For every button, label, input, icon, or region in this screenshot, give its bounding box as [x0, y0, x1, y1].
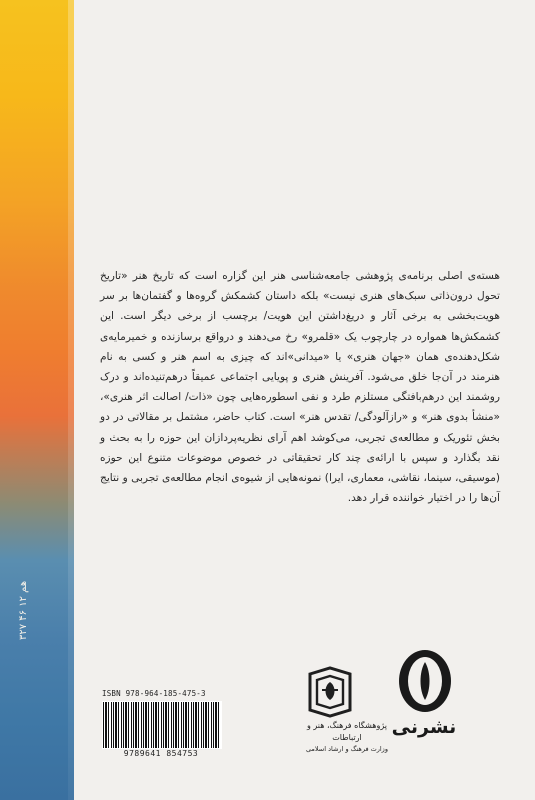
publisher-name: نشرنی: [391, 716, 457, 738]
publisher-logo-icon: [396, 648, 454, 714]
institute-logo-icon: [306, 666, 354, 718]
institute-name: پژوهشگاه فرهنگ، هنر و ارتباطات: [306, 721, 388, 742]
handwritten-note: هم ۱۲ ۴۶ ۳۲۷: [18, 580, 29, 640]
ministry-name: وزارت فرهنگ و ارشاد اسلامی: [306, 745, 388, 753]
isbn-barcode-block: [102, 689, 222, 759]
barcode-digits: 9789641 854753: [123, 749, 199, 758]
barcode-icon: [102, 701, 222, 749]
isbn-label: ISBN 978-964-185-475-3: [102, 689, 206, 698]
blurb-text: هسته‌ی اصلی برنامه‌ی پژوهشی جامعه‌شناسی هنر این گزاره است که تاریخ هنر «تاریخ تحول درون‌ذاتی سبک‌های هنری نیست» بلکه داستان کشمکش گروه‌ها و گفتمان‌ها بر سر هویت‌بخشی به برخی آثار و دریغ‌داشتن این هویت/ برچسب از برخی دیگر است. این کشمکش‌ها همواره در چارچوب یک «قلمرو» رخ می‌دهند و درواقع برسازنده و خمیرمایه‌ی شکل‌دهنده‌ی همان «جهان هنری» یا «میدانی»اند که چیزی به اسم هنر و کسی به نام هنرمند در آن‌جا خلق می‌شود. آفرینش هنری و پویایی اجتماعی عمیقاً درهم‌تنیده‌اند و درک روشمند این درهم‌بافتگی مستلزم طرد و نفی اسطوره‌هایی چون «ذات/ اصالت اثر هنری»، «منشأ بدوی هنر» و «راز‌آلودگی/ تقدس هنر» است. کتاب حاضر، مشتمل بر مقالاتی در دو بخش تئوریک و مطالعه‌ی تجربی، می‌کوشد اهم آرای نظریه‌پردازان این حوزه را به بحث و نقد بگذارد و سپس با ارائه‌ی چند کار تحقیقاتی در خصوص موضوعات متنوع این حوزه (موسیقی، سینما، نقاشی، معماری، ایرا) نمونه‌هایی از شیوه‌ی انجام مطالعه‌ی تجربی و نتایج آن‌ها را در اختیار خواننده قرار دهد.: [100, 270, 500, 505]
color-spine-band: [0, 0, 74, 800]
blurb-paragraph: [100, 266, 500, 508]
